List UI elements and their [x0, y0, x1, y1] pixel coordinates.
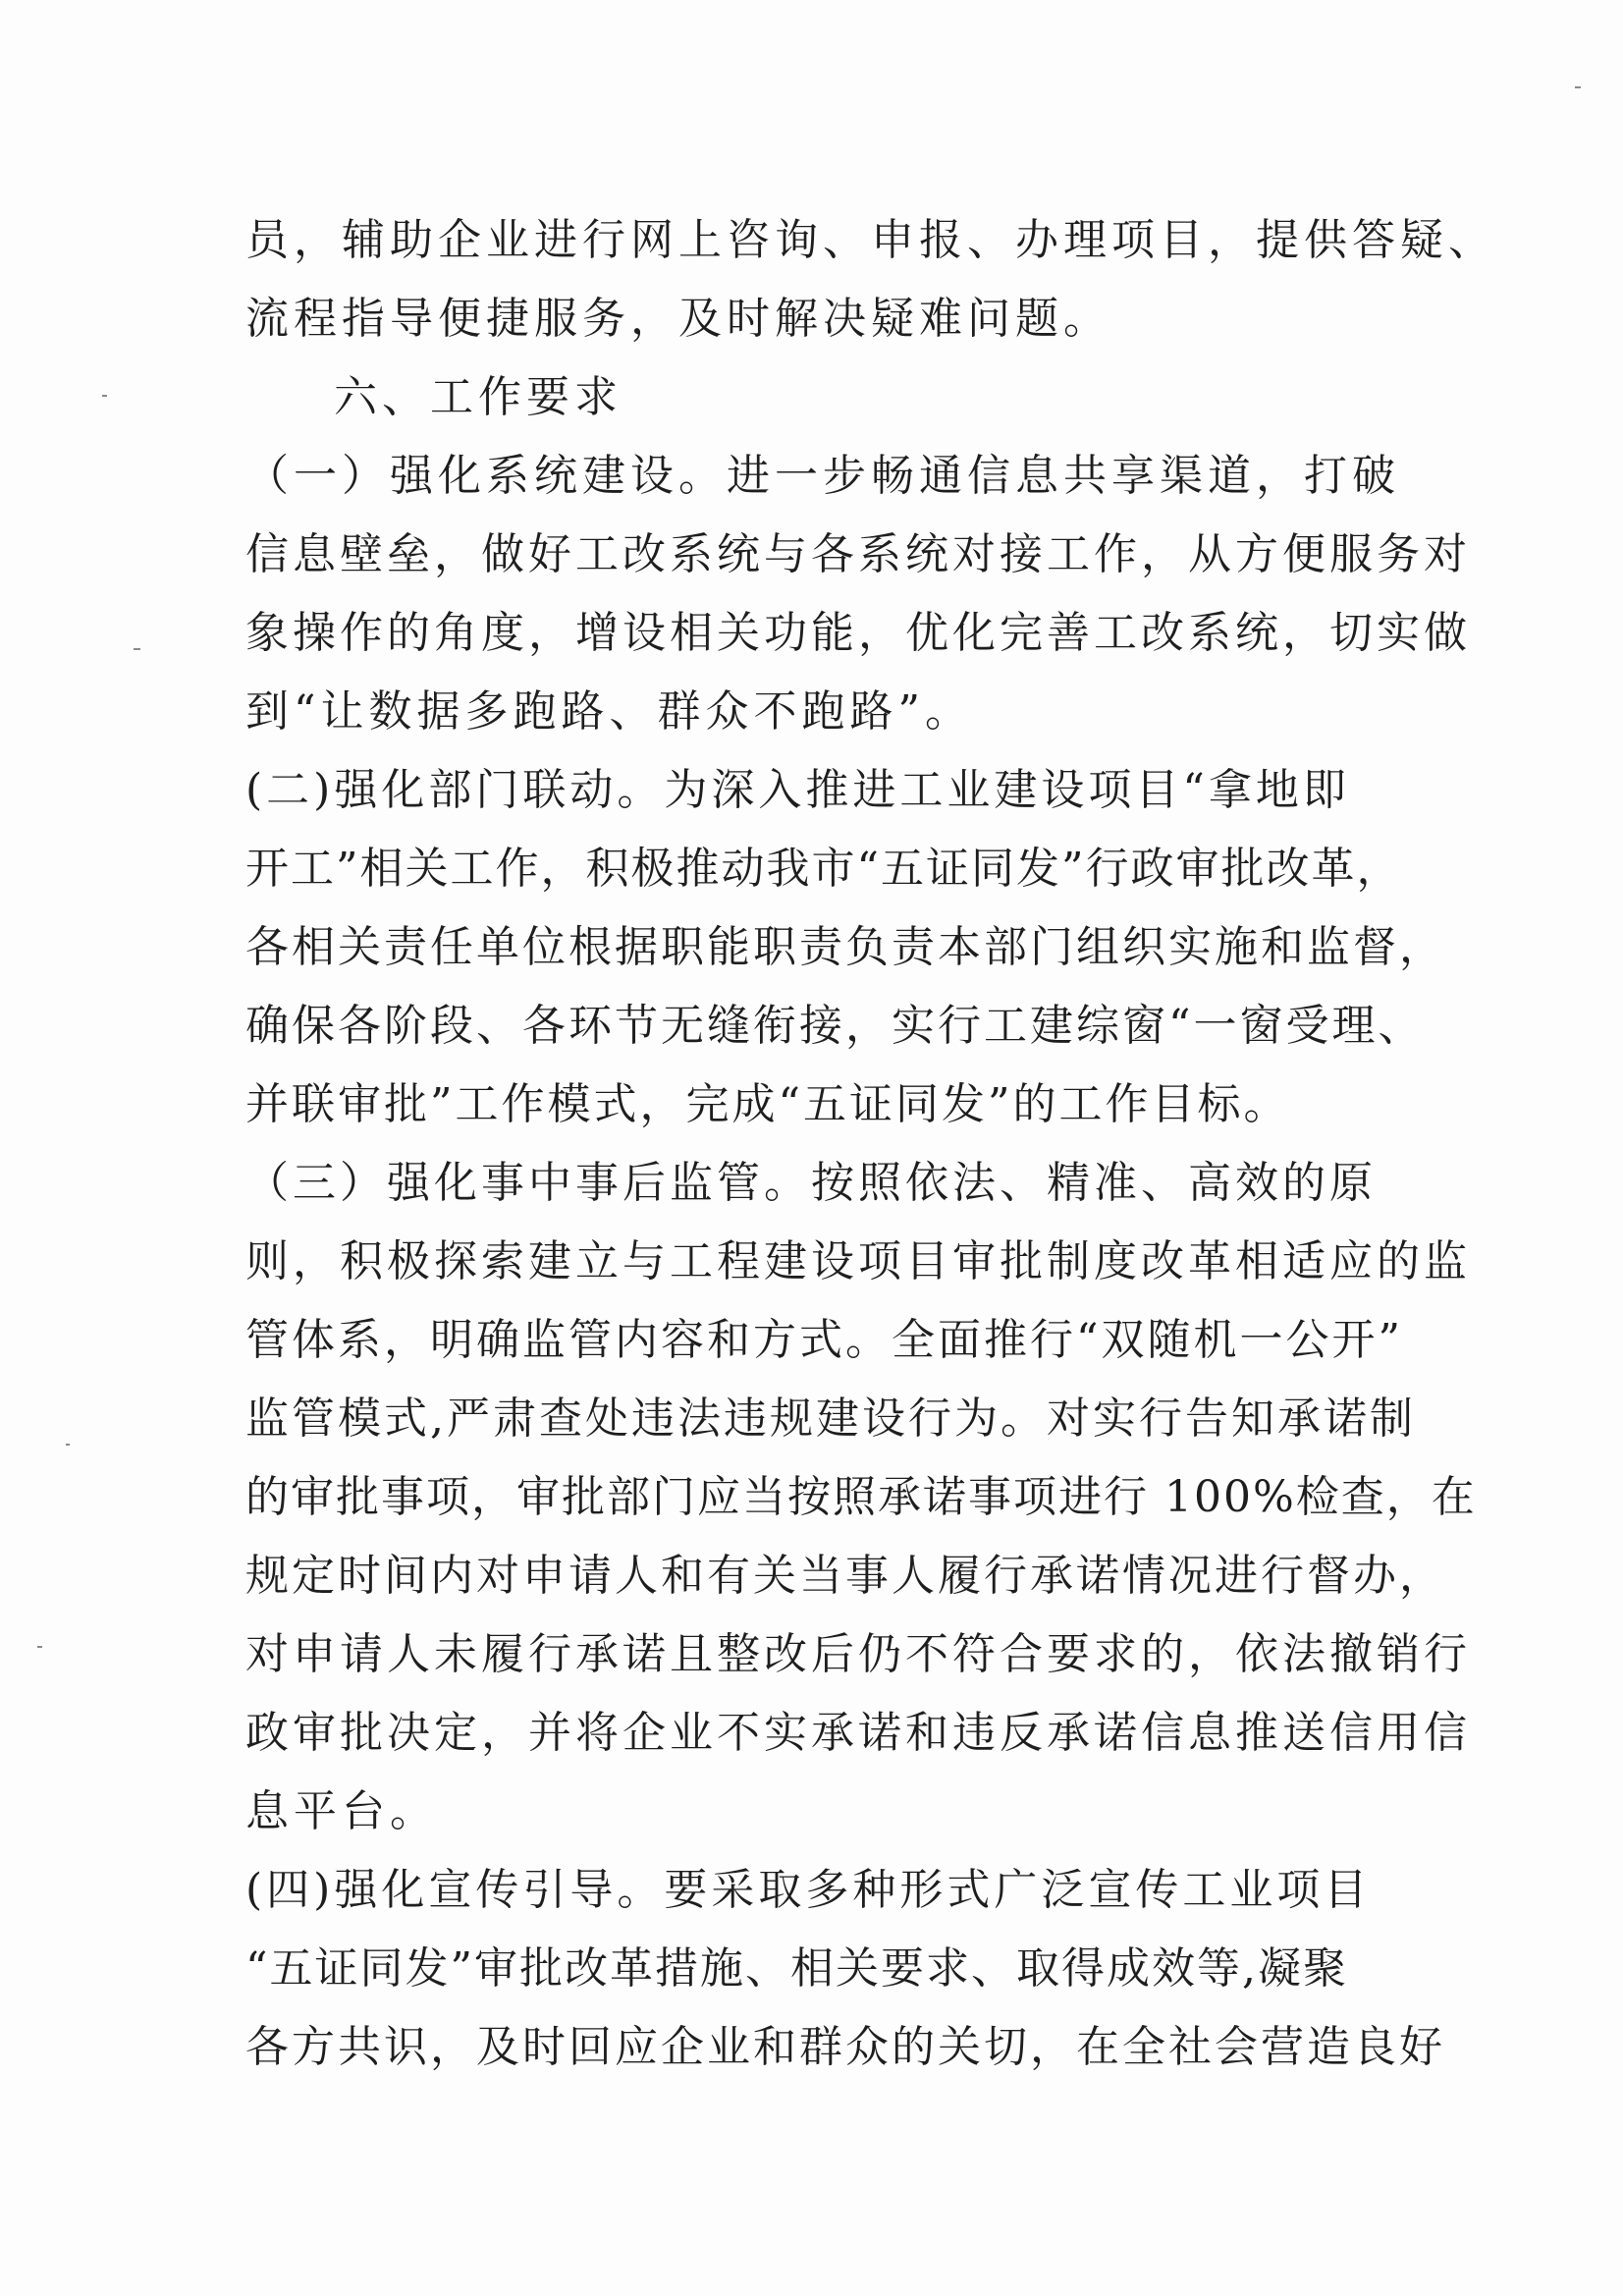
- text-line: 的审批事项，审批部门应当按照承诺事项进行 100%检查，在: [245, 1472, 1477, 1522]
- text-line: 管体系，明确监管内容和方式。全面推行“双随机一公开”: [245, 1315, 1403, 1365]
- text-line: 确保各阶段、各环节无缝衔接，实行工建综窗“一窗受理、: [245, 1001, 1425, 1051]
- text-line: 员，辅助企业进行网上咨询、申报、办理项目，提供答疑、: [245, 215, 1496, 265]
- text-line: 开工”相关工作，积极推动我市“五证同发”行政审批改革，: [245, 844, 1402, 894]
- section-heading: 六、工作要求: [334, 372, 622, 422]
- text-line: 规定时间内对申请人和有关当事人履行承诺情况进行督办，: [245, 1551, 1445, 1601]
- body-text: [245, 201, 1496, 2087]
- text-line: 并联审批”工作模式，完成“五证同发”的工作目标。: [245, 1079, 1290, 1129]
- text-line: （一）强化系统建设。进一步畅通信息共享渠道，打破: [245, 451, 1400, 501]
- text-line: 息平台。: [245, 1786, 438, 1836]
- text-line: 政审批决定，并将企业不实承诺和违反承诺信息推送信用信: [245, 1708, 1471, 1758]
- text-line: (四)强化宣传引导。要采取多种形式广泛宣传工业项目: [245, 1865, 1372, 1915]
- text-line: 信息壁垒，做好工改系统与各系统对接工作，从方便服务对: [245, 529, 1471, 579]
- text-line: 对申请人未履行承诺且整改后仍不符合要求的，依法撤销行: [245, 1629, 1471, 1679]
- scan-speck: [134, 648, 140, 650]
- scan-speck: [37, 1646, 42, 1648]
- text-line: 到“让数据多跑路、群众不跑路”。: [245, 686, 973, 737]
- text-line: 各相关责任单位根据职能职责负责本部门组织实施和监督，: [245, 922, 1445, 972]
- text-line: 流程指导便捷服务，及时解决疑难问题。: [245, 294, 1111, 344]
- text-line: 监管模式,严肃查处违法违规建设行为。对实行告知承诺制: [245, 1394, 1416, 1444]
- text-line: (二)强化部门联动。为深入推进工业建设项目“拿地即: [245, 765, 1350, 815]
- text-line: （三）强化事中事后监管。按照依法、精准、高效的原: [245, 1158, 1377, 1208]
- text-line: 则，积极探索建立与工程建设项目审批制度改革相适应的监: [245, 1236, 1471, 1286]
- scan-speck: [102, 395, 107, 397]
- scan-speck: [1575, 86, 1581, 88]
- scan-speck: [66, 1444, 70, 1446]
- text-line: “五证同发”审批改革措施、相关要求、取得成效等,凝聚: [245, 1943, 1348, 1994]
- text-line: 象操作的角度，增设相关功能，优化完善工改系统，切实做: [245, 608, 1471, 658]
- text-line: 各方共识，及时回应企业和群众的关切，在全社会营造良好: [245, 2022, 1445, 2072]
